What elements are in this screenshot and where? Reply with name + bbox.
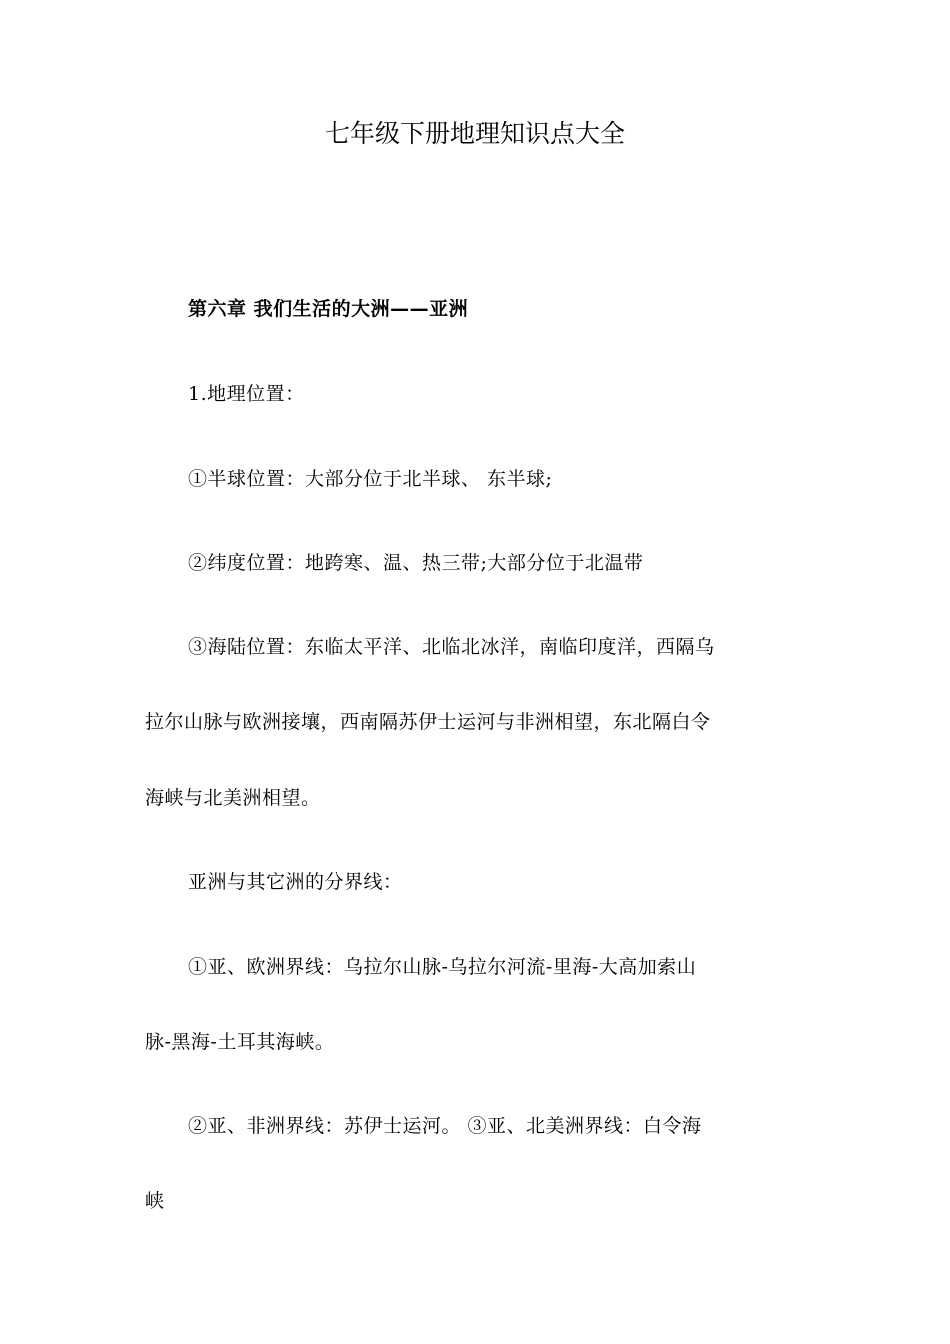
asia-africa-namerica-boundary-line-1: ②亚、非洲界线：苏伊士运河。 ③亚、北美洲界线：白令海	[188, 1115, 702, 1137]
asia-europe-boundary-line-1: ①亚、欧洲界线：乌拉尔山脉-乌拉尔河流-里海-大高加索山	[188, 956, 697, 978]
boundary-heading: 亚洲与其它洲的分界线：	[188, 871, 403, 893]
sea-land-position-line-2: 拉尔山脉与欧洲接壤，西南隔苏伊士运河与非洲相望，东北隔白令	[145, 711, 711, 733]
asia-europe-boundary-line-2: 脉-黑海-土耳其海峡。	[145, 1031, 335, 1053]
section-location-heading: 1.地理位置：	[188, 383, 305, 405]
asia-namerica-boundary-line-2: 峡	[145, 1190, 165, 1212]
latitude-position-line: ②纬度位置：地跨寒、温、热三带;大部分位于北温带	[188, 552, 644, 574]
sea-land-position-line-3: 海峡与北美洲相望。	[145, 787, 321, 809]
hemisphere-position-line: ①半球位置：大部分位于北半球、 东半球;	[188, 468, 553, 490]
document-title: 七年级下册地理知识点大全	[324, 119, 625, 148]
sea-land-position-line-1: ③海陆位置：东临太平洋、北临北冰洋，南临印度洋，西隔乌	[188, 636, 715, 658]
chapter-heading: 第六章 我们生活的大洲——亚洲	[188, 298, 469, 320]
